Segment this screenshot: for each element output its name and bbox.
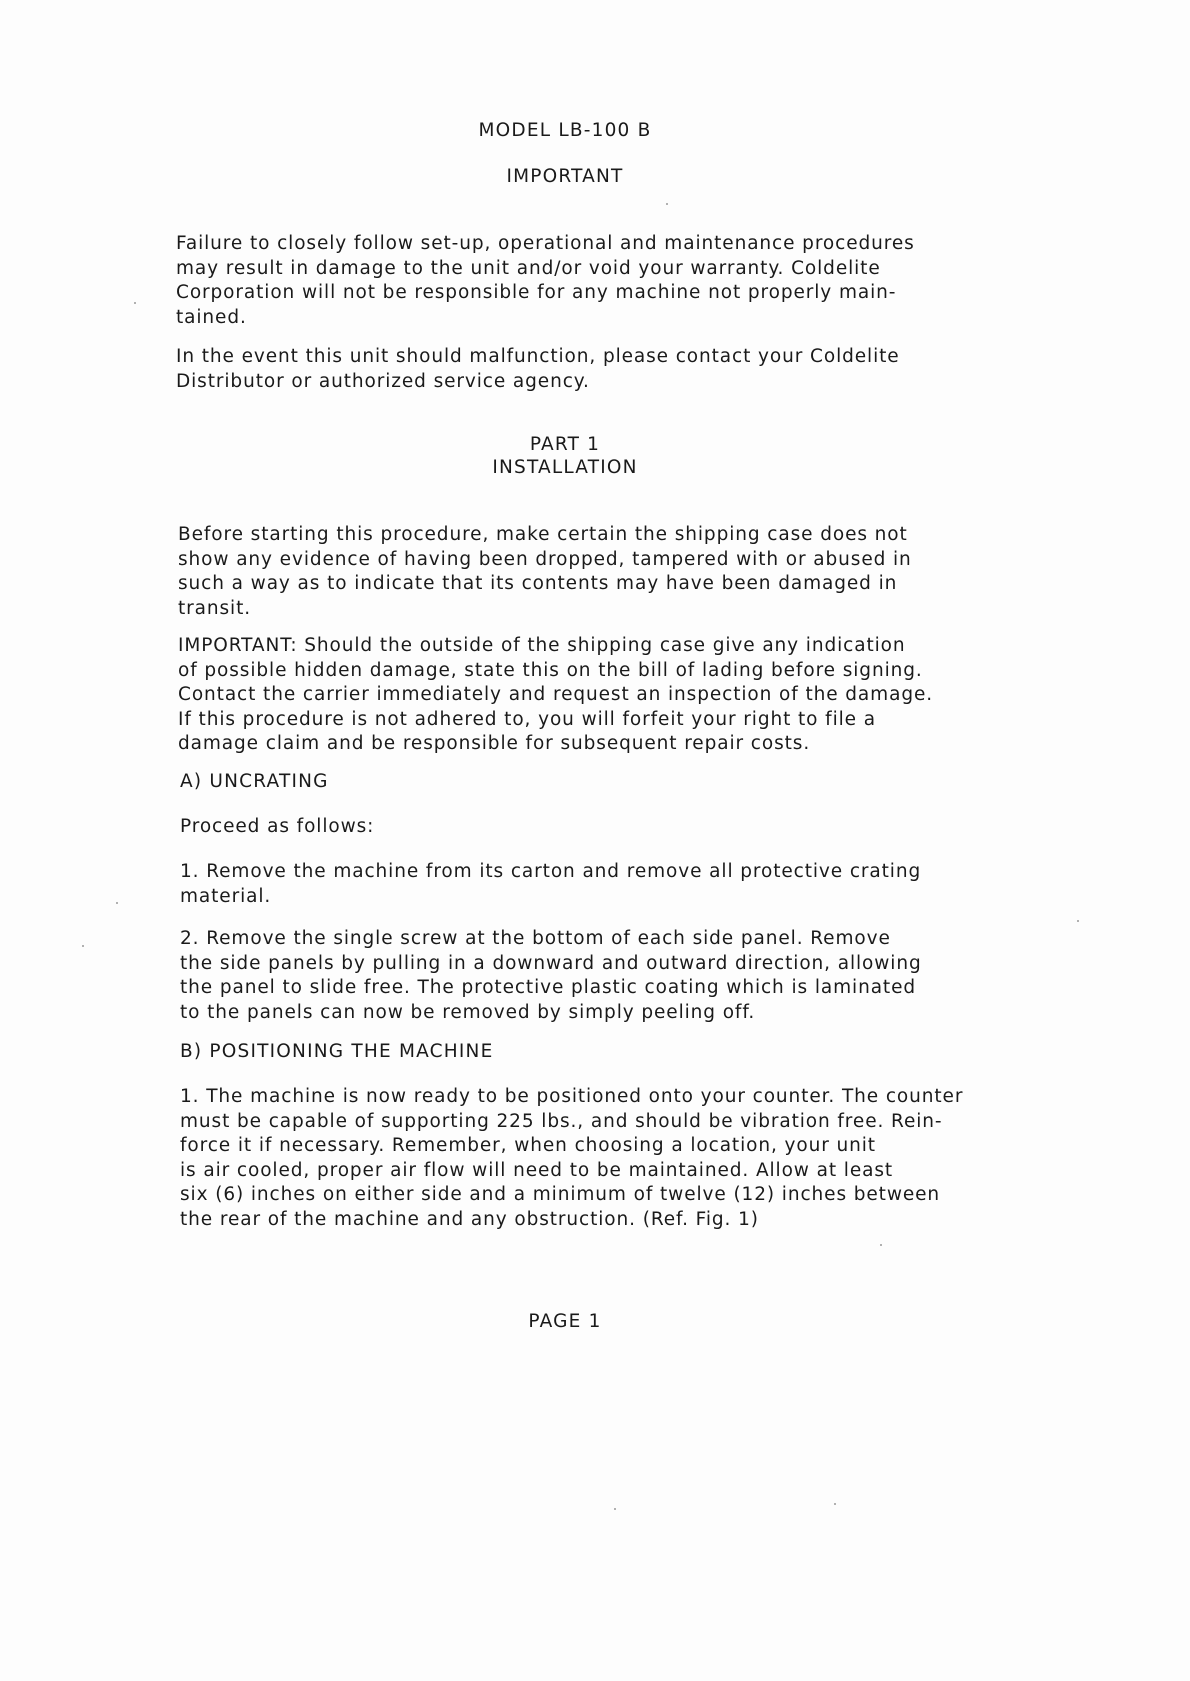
text-line: six (6) inches on either side and a minimum of twelve (12) inches between bbox=[180, 1184, 941, 1205]
model-title: MODEL LB-100 B bbox=[478, 120, 652, 141]
positioning-step-1 bbox=[180, 1085, 963, 1232]
text-line: Failure to closely follow set-up, operational and maintenance procedures bbox=[176, 233, 915, 254]
warranty-warning-paragraph bbox=[176, 232, 915, 330]
proceed-text: Proceed as follows: bbox=[180, 816, 375, 837]
text-line: 1. The machine is now ready to be positioned onto your counter. The counter bbox=[180, 1086, 964, 1107]
part-title: INSTALLATION bbox=[492, 457, 638, 478]
text-line: to the panels can now be removed by simply peeling off. bbox=[180, 1001, 756, 1023]
uncrating-step-1 bbox=[180, 860, 921, 909]
text-line: Contact the carrier immediately and request an inspection of the damage. bbox=[178, 684, 934, 705]
text-line: In the event this unit should malfunction, please contact your Coldelite bbox=[176, 346, 900, 367]
text-line: show any evidence of having been dropped, tampered with or abused in bbox=[178, 548, 912, 570]
scan-speck bbox=[134, 302, 136, 304]
scan-speck bbox=[834, 1503, 836, 1505]
text-line: 2. Remove the single screw at the bottom of each side panel. Remove bbox=[180, 928, 891, 949]
text-line: the rear of the machine and any obstruction. (Ref. Fig. 1) bbox=[180, 1208, 759, 1230]
text-line: Corporation will not be responsible for any machine not properly main- bbox=[176, 282, 897, 303]
damage-claim-paragraph bbox=[178, 634, 933, 757]
text-line: If this procedure is not adhered to, you will forfeit your right to file a bbox=[178, 708, 876, 730]
scan-speck bbox=[116, 902, 118, 904]
scan-speck bbox=[82, 945, 84, 947]
text-line: is air cooled, proper air flow will need to be maintained. Allow at least bbox=[180, 1159, 894, 1181]
malfunction-contact-paragraph bbox=[176, 345, 900, 394]
text-line: transit. bbox=[178, 597, 252, 619]
text-line: IMPORTANT: Should the outside of the shipping case give any indication bbox=[178, 635, 906, 656]
text-line: such a way as to indicate that its contents may have been damaged in bbox=[178, 573, 898, 594]
text-line: damage claim and be responsible for subsequent repair costs. bbox=[178, 733, 811, 754]
positioning-heading: B) POSITIONING THE MACHINE bbox=[180, 1041, 494, 1062]
part-number: PART 1 bbox=[529, 434, 601, 455]
important-title: IMPORTANT bbox=[506, 166, 624, 187]
text-line: 1. Remove the machine from its carton and remove all protective crating bbox=[180, 861, 922, 882]
scan-speck bbox=[1077, 920, 1079, 922]
text-line: force it if necessary. Remember, when choosing a location, your unit bbox=[180, 1135, 876, 1156]
uncrating-step-2 bbox=[180, 927, 922, 1025]
scan-speck bbox=[614, 1508, 616, 1510]
text-line: of possible hidden damage, state this on the bill of lading before signing. bbox=[178, 659, 923, 681]
scan-speck bbox=[666, 203, 668, 205]
scan-speck bbox=[880, 1244, 882, 1246]
shipping-inspection-paragraph bbox=[178, 523, 912, 621]
text-line: tained. bbox=[176, 306, 247, 328]
text-line: the panel to slide free. The protective plastic coating which is laminated bbox=[180, 977, 917, 998]
page-number: PAGE 1 bbox=[528, 1311, 602, 1332]
uncrating-heading: A) UNCRATING bbox=[180, 771, 329, 792]
text-line: must be capable of supporting 225 lbs., and should be vibration free. Rein- bbox=[180, 1110, 943, 1132]
text-line: the side panels by pulling in a downward and outward direction, allowing bbox=[180, 952, 922, 974]
text-line: Distributor or authorized service agency. bbox=[176, 370, 590, 392]
text-line: material. bbox=[180, 885, 272, 907]
text-line: may result in damage to the unit and/or void your warranty. Coldelite bbox=[176, 257, 881, 279]
text-line: Before starting this procedure, make certain the shipping case does not bbox=[178, 524, 908, 545]
